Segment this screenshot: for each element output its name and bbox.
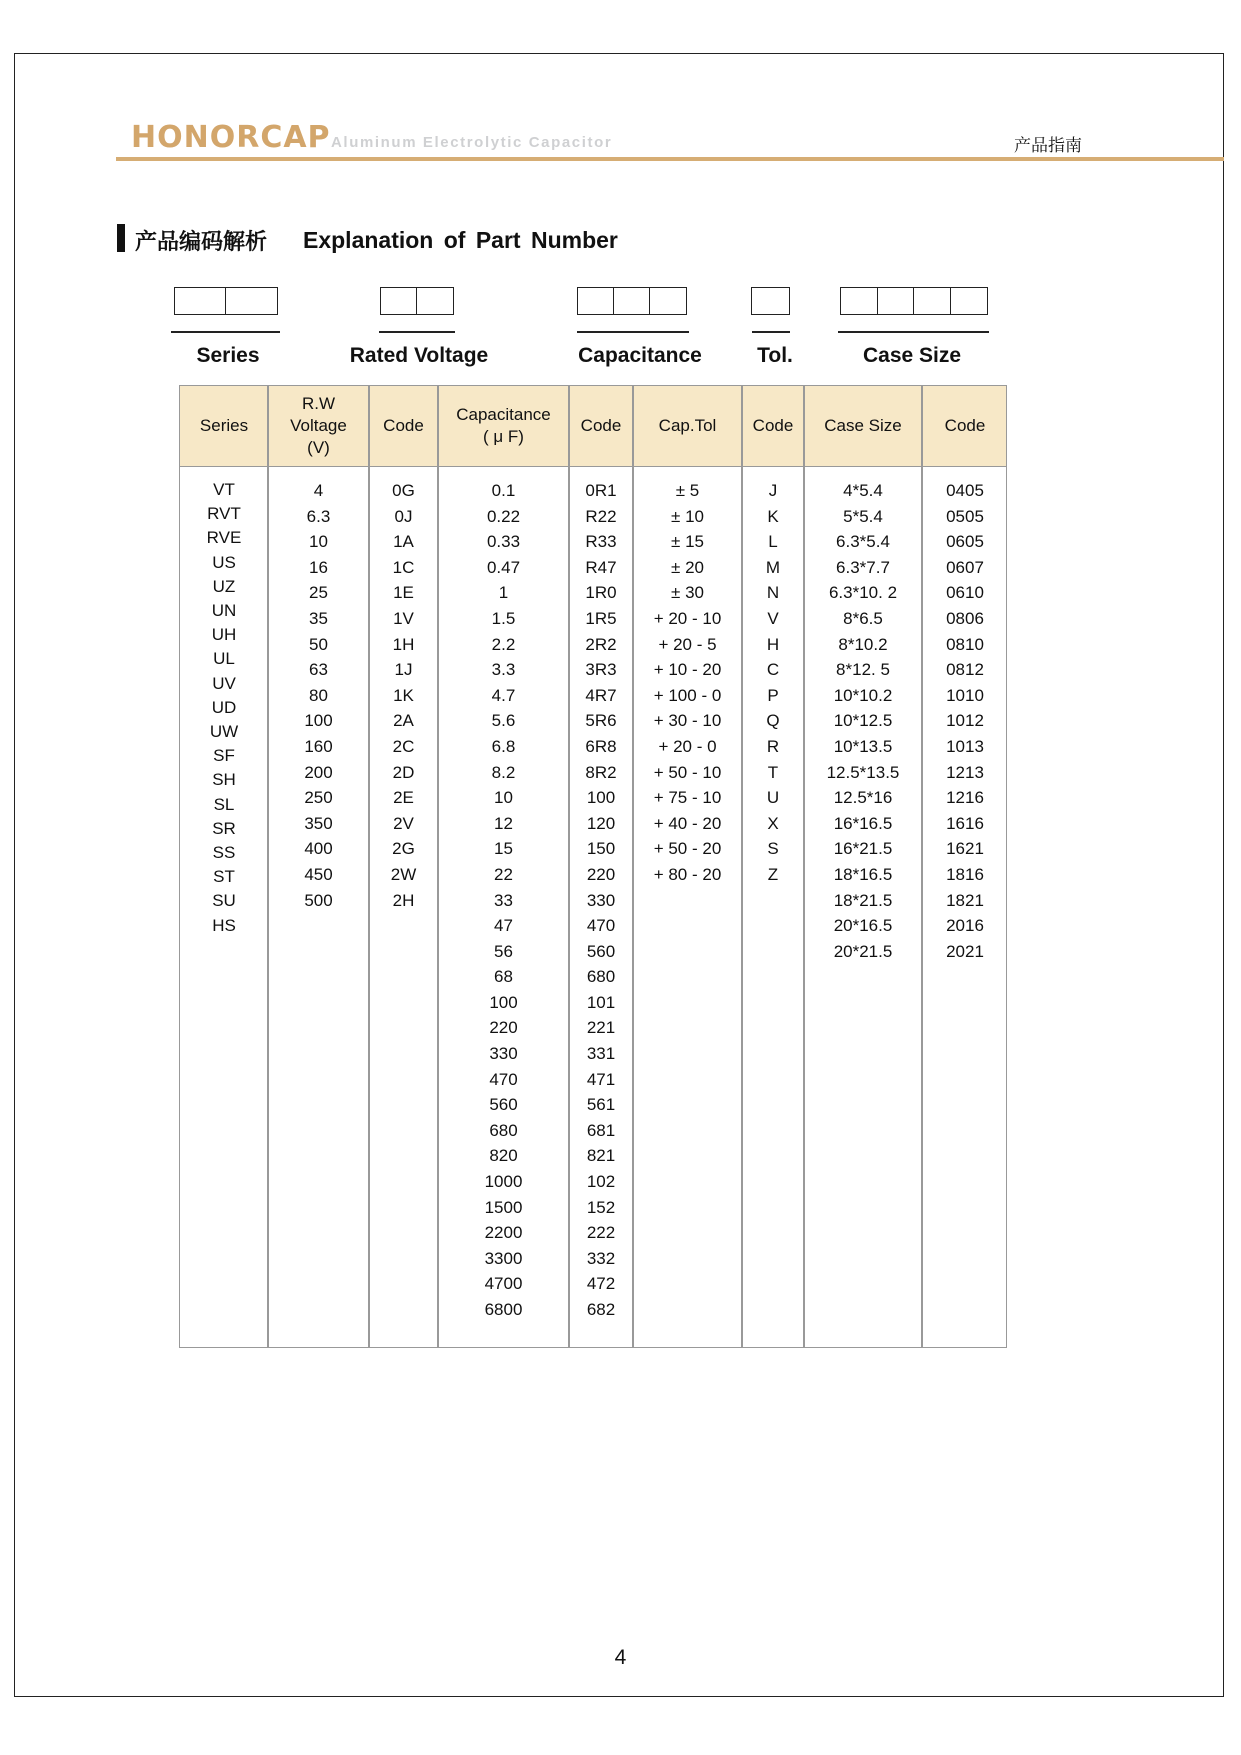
column-tol-code <box>742 478 804 888</box>
table-cell: ± 15 <box>671 532 704 552</box>
table-cell: 472 <box>586 1274 616 1294</box>
table-cell: 2R2 <box>585 634 617 654</box>
table-cell: R <box>766 736 780 756</box>
table-cell: 200 <box>304 762 333 782</box>
table-cell: 2200 <box>484 1223 523 1243</box>
table-cell: 6.3 <box>306 506 331 526</box>
case-size-code-boxes <box>840 287 988 315</box>
table-cell: 1821 <box>946 890 984 910</box>
table-cell: 500 <box>304 890 333 910</box>
table-cell: SH <box>212 770 236 790</box>
section-marker <box>117 224 125 252</box>
header-rw-voltage: R.W Voltage (V) <box>290 394 347 457</box>
table-cell: 100 <box>489 992 518 1012</box>
table-cell: 0605 <box>946 532 984 552</box>
table-cell: VT <box>213 480 235 499</box>
table-cell: 680 <box>586 967 616 987</box>
code-box-cell <box>175 288 226 314</box>
table-cell: + 20 - 0 <box>658 736 717 756</box>
table-cell: 6R8 <box>585 736 617 756</box>
column-voltage-code <box>369 478 438 913</box>
table-cell: 16*21.5 <box>833 839 893 859</box>
table-cell: HS <box>212 915 236 935</box>
table-cell: ± 5 <box>675 481 700 500</box>
code-box-cell <box>578 288 614 314</box>
table-cell: 0.1 <box>491 481 516 500</box>
table-cell: 10*13.5 <box>833 736 893 756</box>
table-cell: 450 <box>304 864 333 884</box>
table-cell: 10 <box>494 788 513 808</box>
table-cell: 20*16.5 <box>833 916 893 936</box>
table-cell: 3R3 <box>585 660 617 680</box>
table-cell: 8*12. 5 <box>836 660 890 680</box>
section-title-en: Explanation of Part Number <box>303 227 618 253</box>
table-cell: 35 <box>309 608 328 628</box>
table-cell: 220 <box>489 1018 518 1038</box>
table-cell: 4 <box>313 481 324 500</box>
table-cell: 0806 <box>946 608 984 628</box>
table-cell: 2.2 <box>491 634 516 654</box>
table-cell: 0.47 <box>486 557 521 577</box>
column-capacitance <box>438 478 569 1323</box>
code-box-cell <box>878 288 915 314</box>
table-cell: 471 <box>586 1069 616 1089</box>
table-cell: 2C <box>392 736 415 756</box>
table-cell: 3300 <box>484 1248 523 1268</box>
table-cell: 2016 <box>946 916 984 936</box>
table-cell: SL <box>213 794 235 814</box>
table-cell: 2A <box>393 711 414 731</box>
table-cell: 15 <box>494 839 513 859</box>
table-cell: 12.5*13.5 <box>826 762 900 782</box>
table-cell: 330 <box>586 890 616 910</box>
table-cell: 0J <box>394 506 413 526</box>
table-cell: Z <box>767 864 779 884</box>
tolerance-code-boxes <box>751 287 790 315</box>
table-cell: SU <box>212 891 236 911</box>
table-cell: V <box>767 608 779 628</box>
table-cell: + 30 - 10 <box>653 711 722 731</box>
table-cell: 1R5 <box>585 608 617 628</box>
table-cell: T <box>767 762 779 782</box>
table-cell: + 50 - 20 <box>653 839 722 859</box>
table-cell: 220 <box>586 864 616 884</box>
table-cell: 63 <box>309 660 328 680</box>
table-cell: 0505 <box>946 506 984 526</box>
table-cell: 0405 <box>946 481 984 500</box>
table-cell: 0.33 <box>486 532 521 552</box>
table-cell: ST <box>213 867 235 887</box>
rated-voltage-underline <box>379 331 455 333</box>
code-box-cell <box>381 288 417 314</box>
code-box-cell <box>226 288 277 314</box>
table-cell: 47 <box>494 916 513 936</box>
series-code-boxes <box>174 287 278 315</box>
header-capacitance-code: Code <box>580 416 622 435</box>
table-cell: 250 <box>304 788 333 808</box>
table-cell: 5.6 <box>491 711 516 731</box>
table-cell: 221 <box>586 1018 616 1038</box>
table-cell: 6.3*5.4 <box>836 532 890 552</box>
table-cell: 8R2 <box>585 762 617 782</box>
table-cell: Q <box>766 711 780 731</box>
table-cell: K <box>767 506 779 526</box>
table-cell: + 75 - 10 <box>653 788 722 808</box>
capacitance-code-boxes <box>577 287 687 315</box>
header-cap-tol: Cap.Tol <box>658 416 717 435</box>
table-cell: 12.5*16 <box>833 788 893 808</box>
table-cell: 1816 <box>946 864 984 884</box>
table-cell: 330 <box>489 1044 518 1064</box>
table-cell: 68 <box>494 967 513 987</box>
table-cell: 1621 <box>946 839 984 859</box>
table-cell: 2D <box>392 762 415 782</box>
table-cell: 1500 <box>484 1197 523 1217</box>
series-label: Series <box>196 344 260 367</box>
table-cell: 1213 <box>946 762 984 782</box>
table-cell: 101 <box>586 992 616 1012</box>
table-cell: 2G <box>392 839 415 859</box>
section-title-cn: 产品编码解析 <box>135 230 268 255</box>
table-cell: L <box>768 532 778 552</box>
brand-logo: HONORCAP <box>131 120 331 155</box>
table-cell: 6.3*7.7 <box>836 557 890 577</box>
table-cell: 4.7 <box>491 685 516 705</box>
table-cell: 820 <box>489 1146 518 1166</box>
table-cell: RVE <box>206 528 242 548</box>
table-cell: 16*16.5 <box>833 813 893 833</box>
table-cell: 680 <box>489 1120 518 1140</box>
code-box-cell <box>752 288 789 314</box>
table-cell: UD <box>211 697 237 717</box>
header-capacitance: Capacitance ( μ F) <box>456 405 551 446</box>
table-cell: 1A <box>393 532 414 552</box>
table-cell: 350 <box>304 813 333 833</box>
table-cell: 1216 <box>946 788 984 808</box>
table-cell: 4700 <box>484 1274 523 1294</box>
table-cell: UL <box>213 649 235 669</box>
table-cell: P <box>767 685 779 705</box>
table-cell: 681 <box>586 1120 616 1140</box>
table-cell: 2W <box>390 864 417 884</box>
table-cell: UZ <box>212 576 236 596</box>
table-cell: 1R0 <box>585 583 617 603</box>
column-rw-voltage <box>268 478 369 913</box>
table-cell: 1K <box>393 685 414 705</box>
brand-subtitle: Aluminum Electrolytic Capacitor <box>331 134 613 151</box>
table-cell: 33 <box>494 890 513 910</box>
table-cell: 0R1 <box>585 481 617 500</box>
table-cell: 150 <box>586 839 616 859</box>
table-cell: 332 <box>586 1248 616 1268</box>
table-cell: + 80 - 20 <box>653 864 722 884</box>
table-cell: 2E <box>393 788 414 808</box>
table-cell: 8.2 <box>491 762 516 782</box>
column-case-code <box>922 478 1008 964</box>
header-category: 产品指南 <box>1014 136 1082 156</box>
series-underline <box>171 331 280 333</box>
table-cell: 10*12.5 <box>833 711 893 731</box>
table-cell: 4R7 <box>585 685 617 705</box>
table-cell: 20*21.5 <box>833 941 893 961</box>
table-cell: 682 <box>586 1300 616 1319</box>
table-cell: 1 <box>498 583 509 603</box>
table-cell: 2H <box>392 890 415 910</box>
table-cell: 102 <box>586 1172 616 1192</box>
table-cell: ± 30 <box>671 583 704 603</box>
table-cell: 5*5.4 <box>843 506 883 526</box>
code-box-cell <box>841 288 878 314</box>
table-cell: 470 <box>586 916 616 936</box>
table-cell: 1.5 <box>491 608 516 628</box>
table-cell: 22 <box>494 864 513 884</box>
table-cell: R47 <box>585 557 617 577</box>
table-cell: ± 20 <box>671 557 704 577</box>
table-cell: X <box>767 813 779 833</box>
table-cell: 16 <box>309 557 328 577</box>
table-cell: 1V <box>393 608 414 628</box>
table-cell: 5R6 <box>585 711 617 731</box>
part-code-table <box>179 385 1007 1348</box>
table-cell: 1J <box>394 660 413 680</box>
table-cell: 100 <box>586 788 616 808</box>
tolerance-underline <box>752 331 790 333</box>
table-cell: + 40 - 20 <box>653 813 722 833</box>
column-cap-tol <box>633 478 742 888</box>
table-cell: 6800 <box>484 1300 523 1319</box>
table-cell: 400 <box>304 839 333 859</box>
table-cell: UH <box>211 625 237 645</box>
table-cell: 6.3*10. 2 <box>828 583 898 603</box>
case-size-underline <box>838 331 989 333</box>
table-cell: 1E <box>393 583 414 603</box>
table-cell: 152 <box>586 1197 616 1217</box>
table-cell: 25 <box>309 583 328 603</box>
table-cell: 6.8 <box>491 736 516 756</box>
table-cell: SS <box>212 843 236 863</box>
column-case-size <box>804 478 922 964</box>
header-series: Series <box>199 416 249 435</box>
tolerance-label: Tol. <box>757 344 793 367</box>
page-number: 4 <box>614 1646 627 1669</box>
capacitance-label: Capacitance <box>578 344 702 367</box>
table-cell: J <box>768 481 778 500</box>
table-cell: 3.3 <box>491 660 516 680</box>
column-series <box>180 478 268 938</box>
table-cell: 1H <box>392 634 415 654</box>
table-cell: 560 <box>489 1095 518 1115</box>
table-cell: SF <box>213 746 235 766</box>
table-cell: SR <box>212 818 236 838</box>
table-cell: 56 <box>494 941 513 961</box>
table-cell: RVT <box>207 504 241 524</box>
table-cell: 560 <box>586 941 616 961</box>
table-cell: UV <box>212 673 236 693</box>
table-cell: 222 <box>586 1223 616 1243</box>
header-tol-code: Code <box>752 416 794 435</box>
table-cell: H <box>766 634 780 654</box>
table-cell: 12 <box>494 813 513 833</box>
table-cell: R22 <box>585 506 617 526</box>
table-cell: 2V <box>393 813 414 833</box>
header-case-code: Code <box>944 416 986 435</box>
table-cell: UN <box>211 601 237 621</box>
table-cell: 160 <box>304 736 333 756</box>
table-cell: 0607 <box>946 557 984 577</box>
table-cell: 1013 <box>946 736 984 756</box>
code-box-cell <box>951 288 987 314</box>
table-cell: 18*16.5 <box>833 864 893 884</box>
table-cell: + 50 - 10 <box>653 762 722 782</box>
table-cell: 10 <box>309 532 328 552</box>
table-cell: 8*10.2 <box>838 634 888 654</box>
table-cell: C <box>766 660 780 680</box>
column-capacitance-code <box>569 478 633 1323</box>
table-cell: 2021 <box>946 941 984 961</box>
table-cell: 1616 <box>946 813 984 833</box>
case-size-label: Case Size <box>862 344 962 367</box>
table-cell: 1010 <box>946 685 984 705</box>
table-cell: 0.22 <box>486 506 521 526</box>
table-cell: 0G <box>392 481 415 500</box>
table-cell: ± 10 <box>671 506 704 526</box>
table-cell: U <box>766 788 780 808</box>
table-cell: + 10 - 20 <box>653 660 722 680</box>
table-cell: 1000 <box>484 1172 523 1192</box>
table-cell: 18*21.5 <box>833 890 893 910</box>
table-cell: US <box>212 552 236 572</box>
table-cell: 50 <box>309 634 328 654</box>
table-cell: M <box>765 557 781 577</box>
code-box-cell <box>650 288 686 314</box>
table-cell: 0812 <box>946 660 984 680</box>
header-divider <box>116 157 1224 161</box>
table-cell: + 100 - 0 <box>653 685 722 705</box>
table-cell: 0610 <box>946 583 984 603</box>
table-cell: N <box>766 583 780 603</box>
table-cell: 1C <box>392 557 415 577</box>
header-case-size: Case Size <box>824 416 902 435</box>
table-cell: 1012 <box>946 711 984 731</box>
table-cell: 0810 <box>946 634 984 654</box>
table-cell: 4*5.4 <box>843 481 883 500</box>
table-cell: + 20 - 5 <box>658 634 717 654</box>
table-cell: 80 <box>309 685 328 705</box>
table-cell: 331 <box>586 1044 616 1064</box>
header-voltage-code: Code <box>383 416 424 435</box>
table-cell: 821 <box>586 1146 616 1166</box>
table-cell: S <box>767 839 779 859</box>
table-cell: + 20 - 10 <box>653 608 722 628</box>
rated-voltage-label: Rated Voltage <box>349 344 489 367</box>
table-cell: R33 <box>585 532 617 552</box>
table-cell: 8*6.5 <box>843 608 883 628</box>
code-box-cell <box>614 288 650 314</box>
code-box-cell <box>914 288 951 314</box>
rated-voltage-code-boxes <box>380 287 454 315</box>
table-cell: 100 <box>304 711 333 731</box>
table-cell: 561 <box>586 1095 616 1115</box>
table-cell: 470 <box>489 1069 518 1089</box>
table-cell: 120 <box>586 813 616 833</box>
capacitance-underline <box>577 331 689 333</box>
table-cell: 10*10.2 <box>833 685 893 705</box>
code-box-cell <box>417 288 453 314</box>
table-cell: UW <box>209 722 239 742</box>
